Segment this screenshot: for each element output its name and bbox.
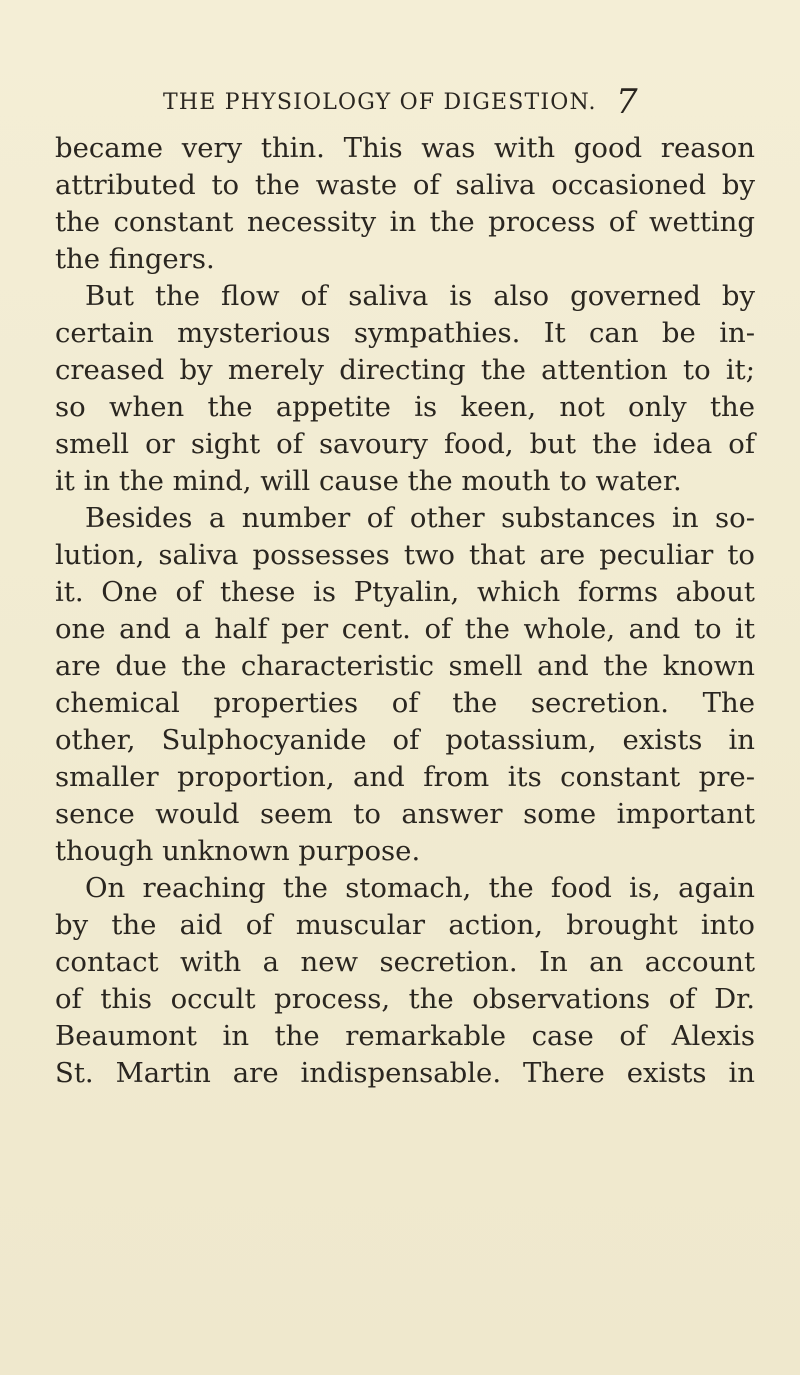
text-line: certain mysterious sympathies. It can be in- [55, 317, 755, 349]
text-line: But the flow of saliva is also governed by [85, 280, 755, 312]
text-line: lution, saliva possesses two that are peculiar to [55, 539, 755, 571]
text-line: the constant necessity in the process of wetting [55, 206, 755, 238]
text-line: so when the appetite is keen, not only the [55, 391, 755, 423]
text-line: contact with a new secretion. In an account [55, 946, 755, 978]
text-line: are due the characteristic smell and the known [55, 650, 755, 682]
text-line: sence would seem to answer some important [55, 798, 755, 830]
text-line: it in the mind, will cause the mouth to water. [55, 465, 682, 497]
text-line: Besides a number of other substances in so- [85, 502, 755, 534]
running-head: THE PHYSIOLOGY OF DIGESTION. [163, 90, 597, 115]
text-line: chemical properties of the secretion. The [55, 687, 755, 719]
text-line: attributed to the waste of saliva occasioned by [55, 169, 755, 201]
page-number: 7 [616, 82, 638, 122]
text-line: smell or sight of savoury food, but the idea of [55, 428, 755, 460]
text-line: of this occult process, the observations of Dr. [55, 983, 755, 1015]
text-line: by the aid of muscular action, brought into [55, 909, 755, 941]
text-line: creased by merely directing the attention to it; [55, 354, 755, 386]
text-line: became very thin. This was with good reason [55, 132, 755, 164]
page-header [0, 82, 800, 128]
text-line: St. Martin are indispensable. There exists in [55, 1057, 755, 1089]
text-line: On reaching the stomach, the food is, again [85, 872, 755, 904]
body-text [55, 130, 755, 1092]
text-line: smaller proportion, and from its constant pre- [55, 761, 755, 793]
text-line: one and a half per cent. of the whole, and to it [55, 613, 755, 645]
text-line: Beaumont in the remarkable case of Alexis [55, 1020, 755, 1052]
text-line: other, Sulphocyanide of potassium, exists in [55, 724, 755, 756]
text-line: it. One of these is Ptyalin, which forms about [55, 576, 755, 608]
text-line: the fingers. [55, 243, 215, 275]
text-line: though unknown purpose. [55, 835, 421, 867]
